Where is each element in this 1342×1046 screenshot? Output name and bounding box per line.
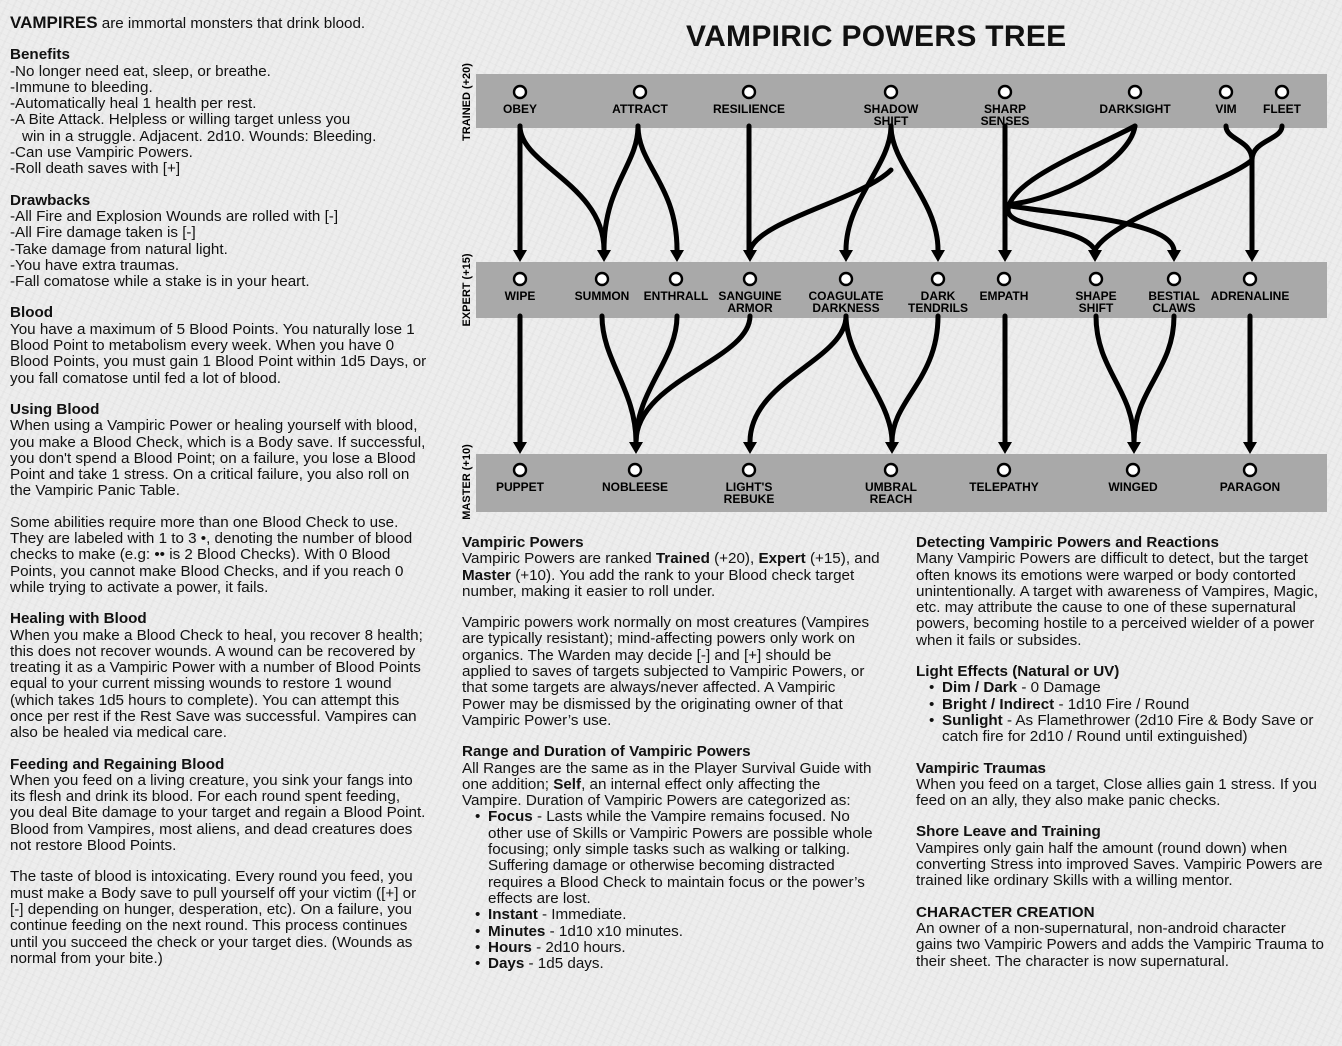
feeding-text: When you feed on a living creature, you sink your fangs into its flesh and drink its blood. For each round spent feeding, you deal Bite damage to your target and regain a Blood Point. Blood from Vampires, most aliens, and dead creatures does not restore Blood Points. [10,771,426,855]
light-name: Bright / Indirect [942,695,1055,713]
tree-connector [892,316,938,442]
tree-title: VAMPIRIC POWERS TREE [686,20,1067,53]
tree-connector [1252,126,1282,160]
drawback-item: -All Fire and Explosion Wounds are rolled with [-] [10,207,339,225]
power-node-icon [1276,86,1288,98]
text-run: Vampiric Powers are ranked [462,550,656,568]
power-node-icon [1220,86,1232,98]
spacer [10,596,428,611]
arrowhead-icon [743,442,757,454]
text-run: (+20), [709,550,759,568]
light-text: - As Flamethrower (2d10 Fire & Body Save or catch fire for 2d10 / Round until extinguished) [942,711,1314,746]
arrowhead-icon [931,250,945,262]
text-run: , an internal effect only affecting the Vampire. Duration of Vampiric Powers are categorized as: [462,775,851,810]
power-label: VIM [1215,102,1237,116]
power-node-icon [1127,464,1139,476]
tree-connector [750,316,846,442]
character-creation-heading: CHARACTER CREATION [916,903,1095,921]
power-node-icon [514,464,526,476]
arrowhead-icon [839,250,853,262]
power-label: SUMMON [574,289,630,303]
arrowhead-icon [1088,250,1102,262]
power-node-icon [596,273,608,285]
using-blood-text: When using a Vampiric Power or healing yourself with blood, you make a Blood Check, which is a Body save. If successful, you don't spend a Blood Point; on a failure, you lose a Blood Point and take 1 stress. On a critical failure, you also roll on the Vampiric Panic Table. [10,417,426,500]
power-label: SHARP [983,102,1027,116]
blood-check-text: Some abilities require more than one Blood Check to use. They are labeled with 1 to 3 •, denoting the number of blood checks to make (e.g: •• is 2 Blood Checks). With 0 Blood Points, you cannot make Blood Checks, and if you reach 0 while trying to activate a power, it fails. [10,513,413,596]
arrowhead-icon [998,250,1012,262]
benefit-item: win in a struggle. Adjacent. 2d10. Wounds: Bleeding. [22,127,377,145]
tree-connector [604,126,638,250]
power-label: BESTIAL [1148,289,1200,303]
power-node-icon [1244,273,1256,285]
duration-item [462,924,882,940]
power-label: LIGHT'S [725,480,773,494]
arrowhead-icon [1167,250,1181,262]
arrowhead-icon [1245,250,1259,262]
text-run: (+10). You add the rank to your Blood check target number, making it easier to roll under. [462,566,855,600]
power-label: WINGED [1108,480,1158,494]
tree-connector [891,126,938,250]
duration-name: Instant [488,906,538,924]
traumas-heading: Vampiric Traumas [916,759,1047,777]
arrowhead-icon [1127,442,1141,454]
right-column [916,535,1326,970]
spacer [10,742,428,757]
power-node-icon [885,464,897,476]
arrowhead-icon [513,442,527,454]
power-node-icon [514,86,526,98]
light-name: Sunlight [942,711,1003,729]
arrowhead-icon [597,250,611,262]
spacer [462,600,882,615]
power-node-icon [999,86,1011,98]
drawbacks-heading: Drawbacks [10,191,91,209]
power-label: ADRENALINE [1210,289,1290,303]
intro-text: are immortal monsters that drink blood. [97,15,366,32]
middle-column [462,535,882,972]
feeding-heading: Feeding and Regaining Blood [10,755,225,773]
power-node-icon [744,273,756,285]
using-blood-heading: Using Blood [10,400,100,418]
detect-heading: Detecting Vampiric Powers and Reactions [916,534,1220,551]
power-label: ATTRACT [612,102,668,116]
powers-heading: Vampiric Powers [462,534,584,551]
shore-leave-text: Vampires only gain half the amount (round down) when converting Stress into improved Saves. Vampiric Powers are trained like ordinary Skills with a willing mentor. [916,839,1323,890]
benefit-item: -No longer need eat, sleep, or breathe. [10,62,271,80]
duration-text: - 1d5 days. [524,955,604,973]
taste-text: The taste of blood is intoxicating. Every round you feed, you must make a Body save to pull yourself off your victim ([+] or [-] depending on hunger, desperation, etc). On a failure, you continue feeding on the next round. This process continues until you succeed the check or your target dies. (Wounds as normal from your bite.) [10,868,417,967]
power-label: UMBRAL [865,480,917,494]
duration-name: Minutes [488,922,546,940]
duration-item [462,956,882,972]
master-term: Master [462,566,511,584]
text-run: (+15), and [805,550,880,568]
tree-connector [1134,316,1174,442]
duration-name: Days [488,955,525,973]
power-label: PARAGON [1219,480,1281,494]
power-label: COAGULATE [808,289,884,303]
light-heading: Light Effects (Natural or UV) [916,663,1120,681]
drawback-item: -Fall comatose while a stake is in your heart. [10,273,310,291]
spacer [916,809,1326,824]
power-label: PUPPET [495,480,545,494]
power-label: TENDRILS [908,301,968,315]
trained-term: Trained [655,550,710,568]
spacer [10,854,428,869]
tree-connector [602,316,636,442]
tree-connector [1226,126,1252,250]
intro-title: VAMPIRES [10,13,98,32]
duration-text: - Lasts while the Vampire remains focused. No other use of Skills or Vampiric Powers are possible whole focusing; only simple tasks such as walking or talking. Suffering damage or otherwise becoming distracted requires a Blood Check to maintain focus or the power’s effects are lost. [488,808,873,907]
power-node-icon [743,464,755,476]
tier-label: EXPERT (+15) [461,253,473,327]
duration-item [462,940,882,956]
arrowhead-icon [743,250,757,262]
arrowhead-icon [885,442,899,454]
duration-text: - 1d10 x10 minutes. [545,922,683,940]
power-label: SHIFT [1078,301,1114,315]
traumas-text: When you feed on a target, Close allies gain 1 stress. If you feed on an ally, they also make panic checks. [916,775,1318,810]
detect-text: Many Vampiric Powers are difficult to detect, but the target often knows its emotions were warped or body contorted unintentionally. A target with awareness of Vampires, Magic, etc. may attribute the cause to one of these supernatural powers, becoming hostile to a perceived wielder of a power when it fails or subsides. [916,550,1319,649]
self-term: Self [553,775,582,793]
spacer [916,890,1326,905]
power-node-icon [629,464,641,476]
arrowhead-icon [1243,442,1257,454]
power-label: TELEPATHY [969,480,1039,494]
power-label: REACH [869,492,913,506]
power-node-icon [885,86,897,98]
power-label: DARKSIGHT [1099,102,1171,116]
drawback-item: -You have extra traumas. [10,256,180,274]
blood-text: You have a maximum of 5 Blood Points. You naturally lose 1 Blood Point to metabolism every week. When you have 0 Blood Points, you must gain 1 Blood Point within 1d5 Days, or you fall comatose until fed a lot of blood. [10,320,427,387]
power-label: ARMOR [727,301,773,315]
healing-text: When you make a Blood Check to heal, you recover 8 health; this does not recover wounds. A wound can be recovered by treating it as a Vampiric Power with a number of Blood Points equal to your current missing wounds to restore 1 wound (which takes 1d5 hours to complete). You can attempt this once per rest if the Rest Save was successful. Vampires can also be healed via medical care. [10,626,423,742]
benefit-item: -Automatically heal 1 health per rest. [10,95,257,113]
power-label: SANGUINE [718,289,782,303]
light-item [916,697,1326,713]
tier-label: MASTER (+10) [461,444,473,520]
power-node-icon [998,273,1010,285]
power-node-icon [998,464,1010,476]
light-item [916,713,1326,746]
power-node-icon [514,273,526,285]
drawback-item: -Take damage from natural light. [10,240,228,258]
power-label: SHIFT [873,114,909,128]
drawback-item: -All Fire damage taken is [-] [10,224,196,242]
power-label: WIPE [504,289,536,303]
light-item [916,680,1326,696]
arrowhead-icon [629,442,643,454]
duration-list [462,809,882,972]
range-text [462,761,882,810]
duration-name: Focus [488,808,533,826]
power-label: REBUKE [723,492,775,506]
power-label: SHADOW [863,102,919,116]
benefit-item: -A Bite Attack. Helpless or willing target unless you [10,111,351,129]
tier-label: TRAINED (+20) [461,63,473,141]
power-node-icon [670,273,682,285]
shore-leave-heading: Shore Leave and Training [916,823,1101,841]
spacer [916,746,1326,761]
arrowhead-icon [998,442,1012,454]
arrowhead-icon [513,250,527,262]
power-label: OBEY [502,102,538,116]
power-node-icon [1129,86,1141,98]
light-text: - 0 Damage [1017,679,1101,697]
healing-heading: Healing with Blood [10,610,147,628]
power-node-icon [932,273,944,285]
expert-term: Expert [758,550,806,568]
range-heading: Range and Duration of Vampiric Powers [462,743,751,761]
spacer [462,729,882,744]
light-list [916,680,1326,745]
power-label: DARK [920,289,956,303]
tree-connector [638,126,677,250]
blood-heading: Blood [10,304,54,322]
power-label: SHAPE [1075,289,1117,303]
power-node-icon [1090,273,1102,285]
power-node-icon [1168,273,1180,285]
benefit-item: -Roll death saves with [+] [10,160,181,178]
power-label: DARKNESS [812,301,880,315]
benefits-heading: Benefits [10,46,70,64]
power-label: NOBLEESE [601,480,669,494]
tree-connector [520,126,604,250]
duration-name: Hours [488,938,532,956]
spacer [916,649,1326,664]
duration-text: - 2d10 hours. [531,938,626,956]
power-label: CLAWS [1152,301,1196,315]
tree-connector [1095,160,1252,250]
light-name: Dim / Dark [942,679,1018,697]
light-text: - 1d10 Fire / Round [1054,695,1190,713]
tree-connector [1005,126,1174,250]
power-label: EMPATH [979,289,1029,303]
benefit-item: -Immune to bleeding. [10,78,153,96]
benefit-item: -Can use Vampiric Powers. [10,144,193,162]
duration-item [462,809,882,907]
powers-ranks-text [462,551,882,600]
duration-text: - Immediate. [537,906,627,924]
power-label: FLEET [1263,102,1301,116]
tree-connector [846,316,892,442]
text-run: All Ranges are the same as in the Player Survival Guide with one addition; [462,759,872,793]
power-node-icon [743,86,755,98]
tree-connector [1096,316,1134,442]
power-label: SENSES [980,114,1030,128]
power-label: ENTHRALL [643,289,709,303]
duration-item [462,907,882,923]
power-node-icon [840,273,852,285]
arrowhead-icon [670,250,684,262]
power-label: RESILIENCE [712,102,786,116]
powers-creatures-text: Vampiric powers work normally on most creatures (Vampires are typically resistant); mind-affecting powers only work on organics. The Warden may decide [-] and [+] should be applied to saves of targets subjected to Vampiric Powers, or that some targets are always/never affected. A Vampiric Power may be dismissed by the originating owner of that Vampiric Power’s use. [462,614,870,729]
power-node-icon [634,86,646,98]
power-node-icon [1244,464,1256,476]
tree-connector [750,170,891,250]
character-creation-text: An owner of a non-supernatural, non-android character gains two Vampiric Powers and adds the Vampiric Trauma to their sheet. The character is now supernatural. [916,919,1324,970]
